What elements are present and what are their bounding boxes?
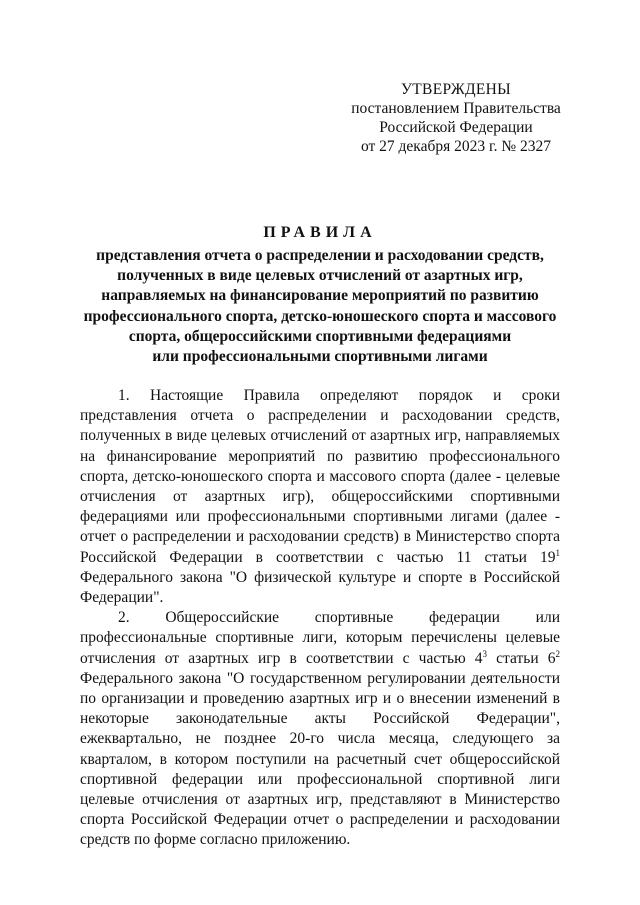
approval-heading: УТВЕРЖДЕНЫ xyxy=(401,81,511,98)
approval-line-3: от 27 декабря 2023 г. № 2327 xyxy=(360,138,552,155)
approval-line-1: постановлением Правительства xyxy=(351,100,561,117)
approval-stamp xyxy=(340,80,572,156)
footnote-mark: 3 xyxy=(482,648,488,659)
subtitle-line: направляемых на финансирование мероприятий по развитию xyxy=(101,287,539,305)
subtitle-line: профессионального спорта, детско-юношеского спорта и массового xyxy=(83,307,557,325)
footnote-mark: 2 xyxy=(555,648,560,659)
approval-line-2: Российской Федерации xyxy=(379,119,533,136)
paragraph-1 xyxy=(80,386,560,608)
paragraph-2-text-mid: статьи 6 xyxy=(487,649,556,667)
paragraph-2 xyxy=(80,608,560,850)
document-subtitle xyxy=(70,246,570,367)
document-title: ПРАВИЛА xyxy=(263,224,377,241)
subtitle-line: полученных в виде целевых отчислений от азартных игр, xyxy=(117,267,523,285)
document-body xyxy=(80,386,560,851)
paragraph-2-text-end: Федерального закона "О государственном регулировании деятельности по организации и проведению азартных игр и о внесении изменений в некоторые законодательные акты Российской Федерации", ежеквартально, не позднее 20-го числа месяца, следующего за кварталом, в котором поступили на расчетный счет общероссийской спортивной федерации или профессиональной спортивной лиги целевые отчисления от азартных игр, представляют в Министерство спорта Российской Федерации отчет о распределении и расходовании средств по форме согласно приложению. xyxy=(80,669,560,849)
footnote-mark: 1 xyxy=(555,547,560,558)
subtitle-line: или профессиональными спортивными лигами xyxy=(152,348,488,366)
paragraph-2-text: 2. Общероссийские спортивные федерации или профессиональные спортивные лиги, которым перечислены целевые отчисления от азартных игр в соответствии с частью 4 xyxy=(80,609,560,667)
subtitle-line: спорта, общероссийскими спортивными федерациями xyxy=(128,327,512,345)
paragraph-1-text: 1. Настоящие Правила определяют порядок и сроки представления отчета о распределении и расходовании средств, полученных в виде целевых отчислений от азартных игр, направляемых на финансирование мероприятий по развитию профессионального спорта, детско-юношеского спорта и массового спорта (далее - целевые отчисления от азартных игр), общероссийскими спортивными федерациями или профессиональными спортивными лигами (далее - отчет о распределении и расходовании средств) в Министерство спорта Российской Федерации в соответствии с частью 11 статьи 19 xyxy=(80,387,560,566)
subtitle-line: представления отчета о распределении и расходовании средств, xyxy=(96,247,544,264)
paragraph-1-text-end: Федерального закона "О физической культуре и спорте в Российской Федерации". xyxy=(80,568,560,607)
